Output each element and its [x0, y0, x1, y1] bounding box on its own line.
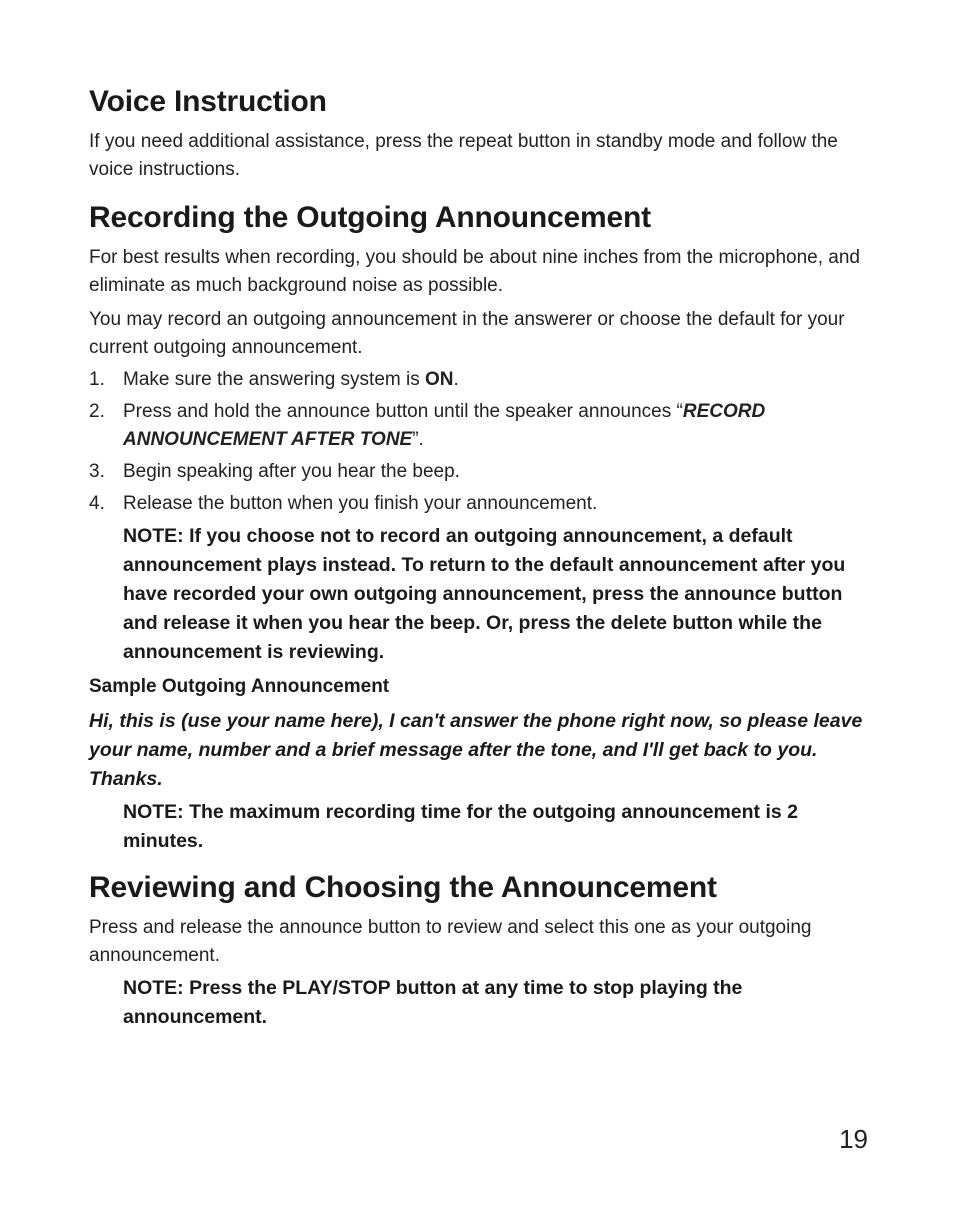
step-number: 3. — [89, 461, 105, 482]
voice-instruction-heading: Voice Instruction — [89, 85, 327, 118]
step-number: 2. — [89, 401, 105, 422]
reviewing-heading: Reviewing and Choosing the Announcement — [89, 871, 717, 904]
recording-paragraph-1: For best results when recording, you should be about nine inches from the microphone, and eliminate as much background noise as possible. — [89, 247, 861, 296]
step-text — [123, 398, 874, 454]
step-text-pre: Press and hold the announce button until the speaker announces “ — [123, 401, 683, 422]
note-max-recording-time: NOTE: The maximum recording time for the outgoing announcement is 2 minutes. — [123, 801, 798, 852]
recording-paragraph-2: You may record an outgoing announcement in the answerer or choose the default for your current outgoing announcement. — [89, 309, 845, 358]
step-text-bold: ON — [425, 369, 454, 390]
step-number: 1. — [89, 369, 105, 390]
list-item — [89, 398, 874, 454]
step-text-post: ”. — [412, 429, 424, 450]
step-number: 4. — [89, 493, 105, 514]
recording-steps-list — [89, 366, 874, 518]
page-number: 19 — [839, 1124, 868, 1154]
step-text — [123, 366, 874, 394]
list-item — [89, 490, 874, 518]
sample-announcement-title: Sample Outgoing Announcement — [89, 676, 390, 697]
step-text-post: . — [453, 369, 459, 390]
list-item — [89, 458, 874, 486]
voice-instruction-text: If you need additional assistance, press the repeat button in standby mode and follow the voice instructions. — [89, 131, 838, 180]
sample-announcement-text: Hi, this is (use your name here), I can't answer the phone right now, so please leave your name, number and a brief message after the tone, and I'll get back to you. Thanks. — [89, 710, 863, 790]
manual-page — [89, 82, 874, 1032]
step-text: Release the button when you finish your announcement. — [123, 493, 598, 514]
recording-heading: Recording the Outgoing Announcement — [89, 201, 651, 234]
step-text-pre: Make sure the answering system is — [123, 369, 426, 390]
note-default-announcement: NOTE: If you choose not to record an outgoing announcement, a default announcement plays instead. To return to the default announcement after you have recorded your own outgoing announcement, press the announce button and release it when you hear the beep. Or, press the delete button while the announcement is reviewing. — [123, 525, 846, 663]
reviewing-text: Press and release the announce button to review and select this one as your outgoing announcement. — [89, 917, 812, 966]
list-item — [89, 366, 874, 394]
step-text: Begin speaking after you hear the beep. — [123, 461, 460, 482]
note-play-stop: NOTE: Press the PLAY/STOP button at any time to stop playing the announcement. — [123, 977, 743, 1028]
step-text-bold: RECORD ANNOUNCEMENT AFTER TONE — [123, 401, 766, 450]
